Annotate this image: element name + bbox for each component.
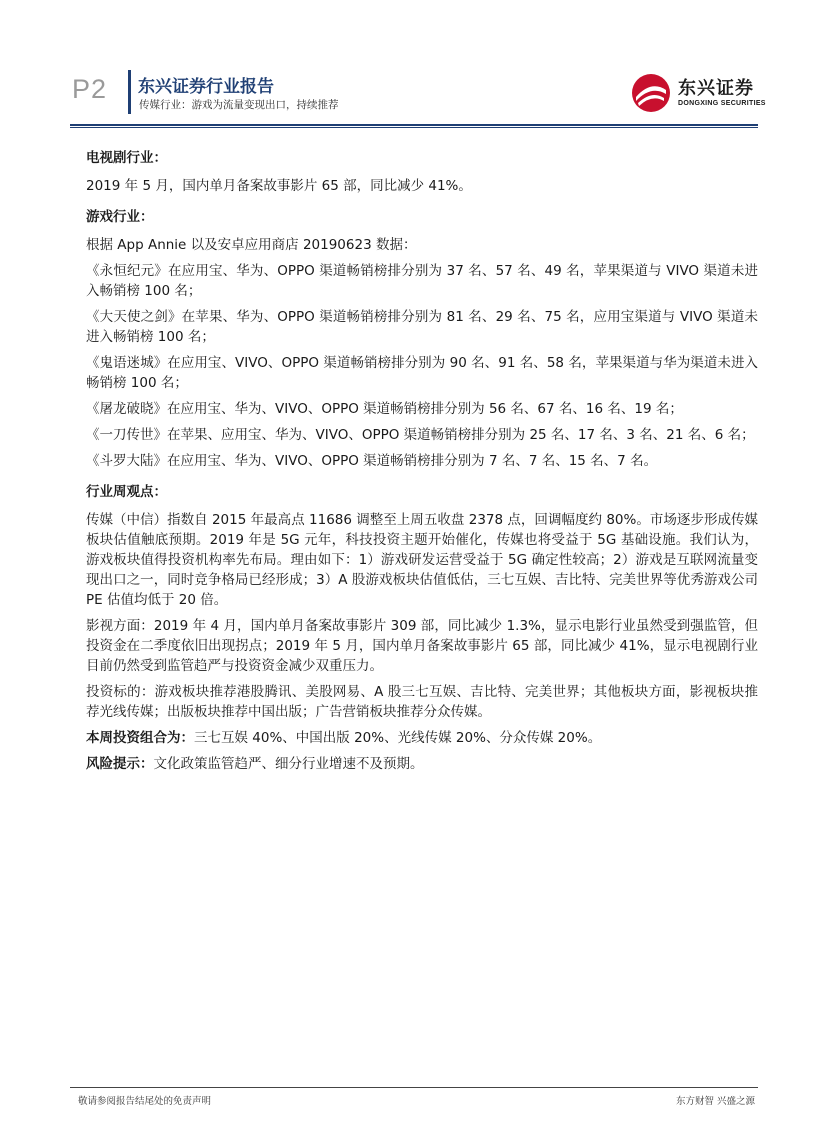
page-header — [0, 0, 827, 128]
page-number: P2 — [72, 74, 108, 104]
risk-line — [86, 754, 758, 774]
risk-text: 文化政策监管趋严、细分行业增速不及预期。 — [153, 756, 424, 772]
footer-disclaimer: 敬请参阅报告结尾处的免责声明 — [78, 1096, 212, 1107]
game-item-tulong: 《屠龙破晓》在应用宝、华为、VIVO、OPPO 渠道畅销榜排分别为 56 名、67 名、16 名、19 名； — [86, 401, 683, 417]
weekly-paragraph-targets: 投资标的：游戏板块推荐港股腾讯、美股网易、A 股三七互娱、吉比特、完美世界；其他板块方面，影视板块推荐光线传媒；出版板块推荐中国出版；广告营销板块推荐分众传媒。 — [86, 684, 758, 720]
risk-label: 风险提示： — [86, 756, 154, 772]
portfolio-label: 本周投资组合为： — [86, 730, 194, 746]
logo-cn-text: 东兴证券 — [678, 78, 754, 99]
game-item-yidao: 《一刀传世》在苹果、应用宝、华为、VIVO、OPPO 渠道畅销榜排分别为 25 名、17 名、3 名、21 名、6 名； — [86, 427, 755, 443]
game-item-datianshi: 《大天使之剑》在苹果、华为、OPPO 渠道畅销榜排分别为 81 名、29 名、75 名，应用宝渠道与 VIVO 渠道未进入畅销榜 100 名； — [86, 309, 758, 345]
header-rule — [70, 124, 758, 126]
tv-heading: 电视剧行业： — [86, 150, 167, 166]
weekly-paragraph-film: 影视方面：2019 年 4 月，国内单月备案故事影片 309 部，同比减少 1.3%，显示电影行业虽然受到强监管，但投资金在二季度依旧出现拐点；2019 年 5 月，国内单月备案故事影片 65 部，同比减少 41%，显示电视剧行业目前仍然受到监管趋严与投资资金减少双重压力。 — [86, 618, 758, 674]
game-heading: 游戏行业： — [86, 209, 154, 225]
weekly-heading: 行业周观点： — [86, 484, 167, 500]
portfolio-text: 三七互娱 40%、中国出版 20%、光线传媒 20%、分众传媒 20%。 — [194, 730, 602, 746]
report-subtitle: 传媒行业：游戏为流量变现出口，持续推荐 — [139, 99, 339, 111]
footer-rule — [70, 1087, 758, 1088]
header-divider — [128, 70, 131, 114]
report-title: 东兴证券行业报告 — [138, 77, 274, 97]
footer-slogan: 东方财智 兴盛之源 — [675, 1096, 755, 1107]
report-body — [86, 146, 758, 774]
game-intro: 根据 App Annie 以及安卓应用商店 20190623 数据： — [86, 237, 417, 253]
portfolio-line — [86, 728, 758, 748]
weekly-paragraph-index: 传媒（中信）指数自 2015 年最高点 11686 调整至上周五收盘 2378 点，回调幅度约 80%。市场逐步形成传媒板块估值触底预期。2019 年是 5G 元年，科技投资主题开始催化，传媒也将受益于 5G 基础设施。我们认为，游戏板块值得投资机构率先布局。理由如下：1）游戏研发运营受益于 5G 确定性较高；2）游戏是互联网流量变现出口之一，同时竞争格局已经形成；3）A 股游戏板块估值低估，三七互娱、吉比特、完美世界等优秀游戏公司 PE 估值均低于 20 倍。 — [86, 512, 758, 608]
game-item-douluo: 《斗罗大陆》在应用宝、华为、VIVO、OPPO 渠道畅销榜排分别为 7 名、7 名、15 名、7 名。 — [86, 453, 658, 469]
logo-en-text: DONGXING SECURITIES — [678, 100, 766, 107]
tv-paragraph: 2019 年 5 月，国内单月备案故事影片 65 部，同比减少 41%。 — [86, 178, 472, 194]
game-item-guiyu: 《鬼语迷城》在应用宝、VIVO、OPPO 渠道畅销榜排分别为 90 名、91 名、58 名，苹果渠道与华为渠道未进入畅销榜 100 名； — [86, 355, 758, 391]
header-rule-thin — [70, 127, 758, 128]
game-item-yongheng: 《永恒纪元》在应用宝、华为、OPPO 渠道畅销榜排分别为 37 名、57 名、49 名，苹果渠道与 VIVO 渠道未进入畅销榜 100 名； — [86, 263, 758, 299]
